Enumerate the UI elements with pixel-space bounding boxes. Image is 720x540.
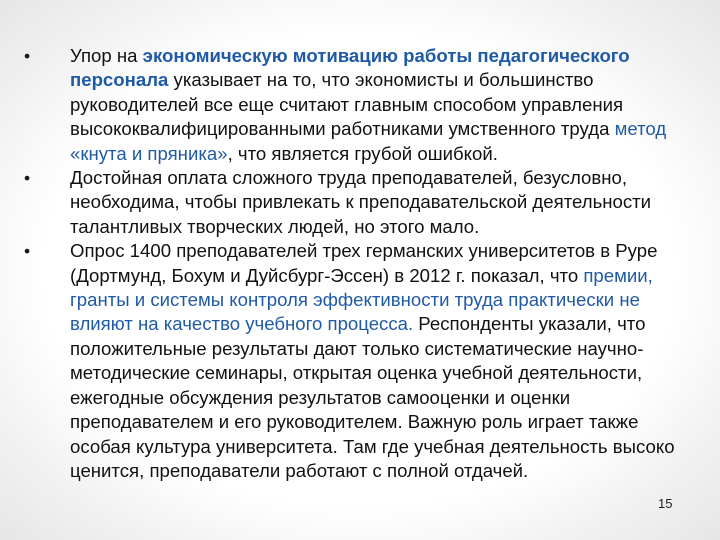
text-segment: Респонденты указали, что положительные результаты дают только систематические научно-методические семинары, открытая оценка учебной деятельности, ежегодные обсуждения результатов самооценки и оценки преподавателем и его руководителем. Важную роль играет также особая культура университета. Там где учебная деятельность высоко ценится, преподаватели работают с полной отдачей. [70, 313, 675, 481]
bullet-item-2 [22, 166, 702, 239]
bullet-text [70, 239, 702, 483]
highlight-economic-motivation: экономическую мотивацию работы педагогического персонала [70, 45, 630, 91]
text-segment: Достойная оплата сложного труда преподавателей, безусловно, необходима, чтобы привлекать к преподавательской деятельности талантливых творческих людей, но этого мало. [70, 167, 652, 237]
slide-content [22, 44, 702, 483]
page-number: 15 [658, 496, 673, 511]
bullet-text [70, 44, 702, 166]
highlight-carrot-and-stick: метод «кнута и пряника» [70, 118, 667, 164]
bullet-marker: • [24, 46, 31, 66]
bullet-item-3 [22, 239, 702, 483]
text-segment: Упор на [70, 45, 143, 66]
bullet-text [70, 166, 702, 239]
highlight-bonuses-grants: премии, гранты и системы контроля эффективности труда практически не влияют на качество учебного процесса. [70, 264, 653, 335]
bullet-marker: • [24, 241, 31, 262]
text-segment: Опрос 1400 преподавателей трех германских университетов в Руре (Дортмунд, Бохум и Дуйсбург-Эссен) в 2012 г. показал, что [70, 240, 658, 286]
text-segment: указывает на то, что экономисты и большинство руководителей все еще считают главным способом управления высококвалифицированными работниками умственного труда [70, 69, 624, 140]
bullet-item-1 [22, 44, 702, 166]
bullet-marker: • [24, 168, 31, 189]
text-segment: , что является грубой ошибкой. [227, 142, 498, 164]
